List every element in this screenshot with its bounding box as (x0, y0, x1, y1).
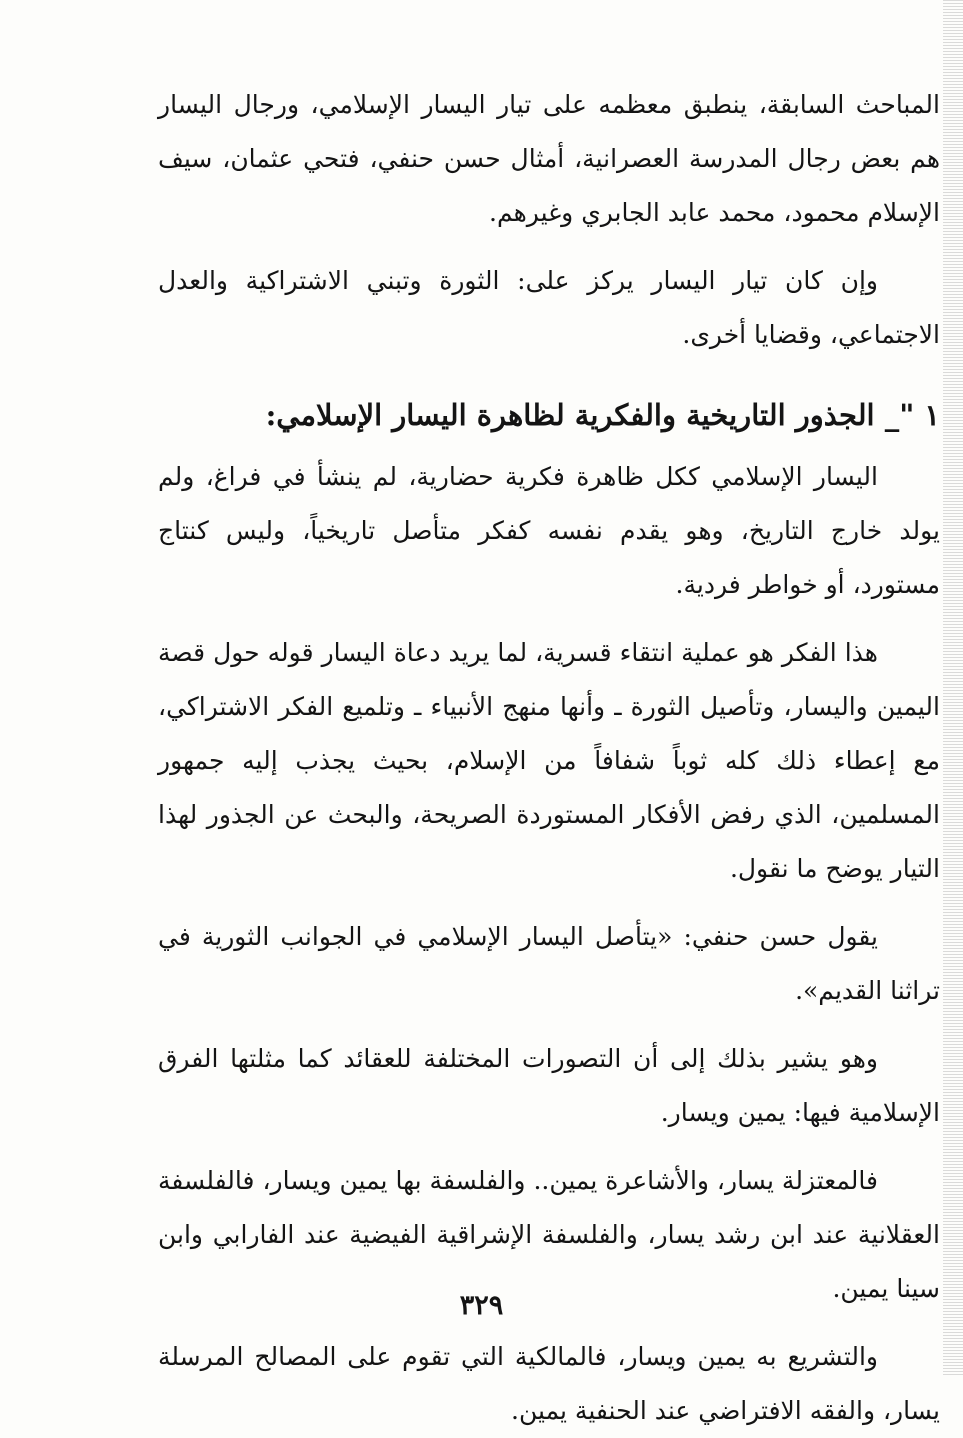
paragraph-jurisprudence: والتشريع به يمين ويسار، فالمالكية التي تقوم على المصالح المرسلة يسار، والفقه الافتراضي عند الحنفية يمين. (158, 1342, 940, 1425)
paragraph-roots: اليسار الإسلامي ككل ظاهرة فكرية حضارية، لم ينشأ في فراغ، ولم يولد خارج التاريخ، وهو يقدم نفسه كفكر متأصل تاريخياً، وليس كنتاج مستورد، أو خواطر فردية. (158, 462, 940, 599)
page-number: ٣٢٩ (459, 1290, 504, 1321)
paragraph-continuation: المباحث السابقة، ينطبق معظمه على تيار اليسار الإسلامي، ورجال اليسار هم بعض رجال المدرسة العصرانية، أمثال حسن حنفي، فتحي عثمان، سيف الإسلام محمود، محمد عابد الجابري وغيرهم. (158, 90, 940, 227)
section-heading: ١ "_ الجذور التاريخية والفكرية لظاهرة اليسار الإسلامي: (265, 398, 940, 432)
paragraph-left-focus: وإن كان تيار اليسار يركز على: الثورة وتبني الاشتراكية والعدل الاجتماعي، وقضايا أخرى. (158, 266, 940, 349)
document-page (158, 78, 940, 1438)
paragraph-philosophy: فالمعتزلة يسار، والأشاعرة يمين.. والفلسفة بها يمين ويسار، فالفلسفة العقلانية عند ابن رشد يسار، والفلسفة الإشراقية الفيضية عند الفارابي وابن سينا يمين. (158, 1166, 940, 1303)
scan-edge-shading (943, 0, 963, 1375)
paragraph-selection: هذا الفكر هو عملية انتقاء قسرية، لما يريد دعاة اليسار قوله حول قصة اليمين واليسار، وتأصيل الثورة ـ وأنها منهج الأنبياء ـ وتلميع الفكر الاشتراكي، مع إعطاء ذلك كله ثوباً شفافاً من الإسلام، بحيث يجذب إليه جمهور المسلمين، الذي رفض الأفكار المستوردة الصريحة، والبحث عن الجذور لهذا التيار يوضح ما نقول. (158, 638, 940, 883)
paragraph-quote: يقول حسن حنفي: «يتأصل اليسار الإسلامي في الجوانب الثورية في تراثنا القديم». (158, 922, 940, 1005)
paragraph-sects: وهو يشير بذلك إلى أن التصورات المختلفة للعقائد كما مثلتها الفرق الإسلامية فيها: يمين ويسار. (158, 1044, 940, 1127)
